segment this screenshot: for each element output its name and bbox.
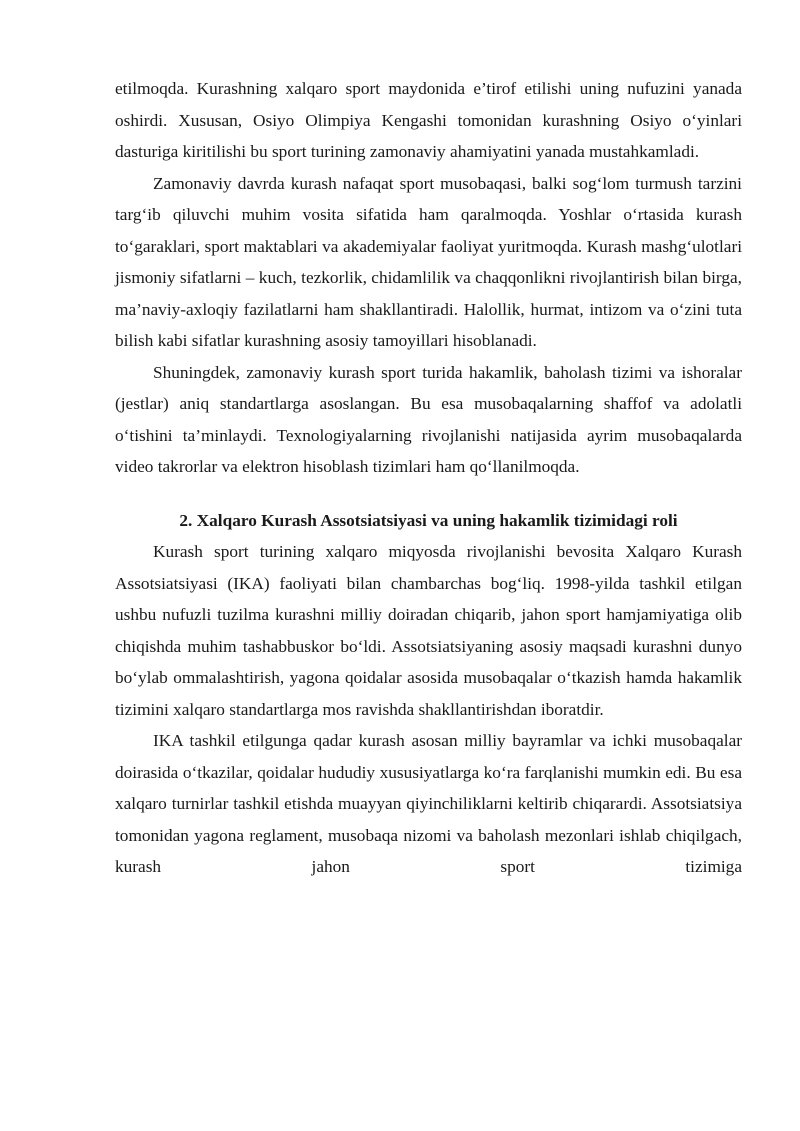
paragraph-continuation: etilmoqda. Kurashning xalqaro sport maydonida e’tirof etilishi uning nufuzini yanada oshirdi. Xususan, Osiyo Olimpiya Kengashi tomonidan kurashning Osiyo o‘yinlari dasturiga kiritilishi bu sport turining zamonaviy ahamiyatini yanada mustahkamladi. [115,79,742,161]
document-body [115,73,742,883]
paragraph-before-ika: IKA tashkil etilgunga qadar kurash asosan milliy bayramlar va ichki musobaqalar doirasida o‘tkazilar, qoidalar hududiy xususiyatlarga ko‘ra farqlanishi mumkin edi. Bu esa xalqaro turnirlar tashkil etishda muayyan qiyinchiliklarni keltirib chiqarardi. Assotsiatsiya tomonidan yagona reglament, musobaqa nizomi va baholash mezonlari ishlab chiqilgach, kurash jahon sport tizimiga [115,731,742,876]
section-gap [115,483,742,505]
paragraph-refereeing-standards: Shuningdek, zamonaviy kurash sport turida hakamlik, baholash tizimi va ishoralar (jestlar) aniq standartlarga asoslangan. Bu esa musobaqalarning shaffof va adolatli o‘tishini ta’minlaydi. Texnologiyalarning rivojlanishi natijasida ayrim musobaqalarda video takrorlar va elektron hisoblash tizimlari ham qo‘llanilmoqda. [115,362,742,476]
paragraph-modern-era: Zamonaviy davrda kurash nafaqat sport musobaqasi, balki sog‘lom turmush tarzini targ‘ib qiluvchi muhim vosita sifatida ham qaralmoqda. Yoshlar o‘rtasida kurash to‘garaklari, sport maktablari va akademiyalar faoliyat yuritmoqda. Kurash mashg‘ulotlari jismoniy sifatlarni – kuch, tezkorlik, chidamlilik va chaqqonlikni rivojlantirish bilan birga, ma’naviy-axloqiy fazilatlarni ham shakllantiradi. Halollik, hurmat, intizom va o‘zini tuta bilish kabi sifatlar kurashning asosiy tamoyillari hisoblanadi. [115,173,742,350]
section-heading: 2. Xalqaro Kurash Assotsiatsiyasi va uning hakamlik tizimidagi roli [179,510,678,530]
paragraph-ika-role: Kurash sport turining xalqaro miqyosda rivojlanishi bevosita Xalqaro Kurash Assotsiatsiyasi (IKA) faoliyati bilan chambarchas bog‘liq. 1998-yilda tashkil etilgan ushbu nufuzli tuzilma kurashni milliy doiradan chiqarib, jahon sport hamjamiyatiga olib chiqishda muhim tashabbuskor bo‘ldi. Assotsiatsiyaning asosiy maqsadi kurashni dunyo bo‘ylab ommalashtirish, yagona qoidalar asosida musobaqalar o‘tkazish hamda hakamlik tizimini xalqaro standartlarga mos ravishda shakllantirishdan iboratdir. [115,542,742,719]
